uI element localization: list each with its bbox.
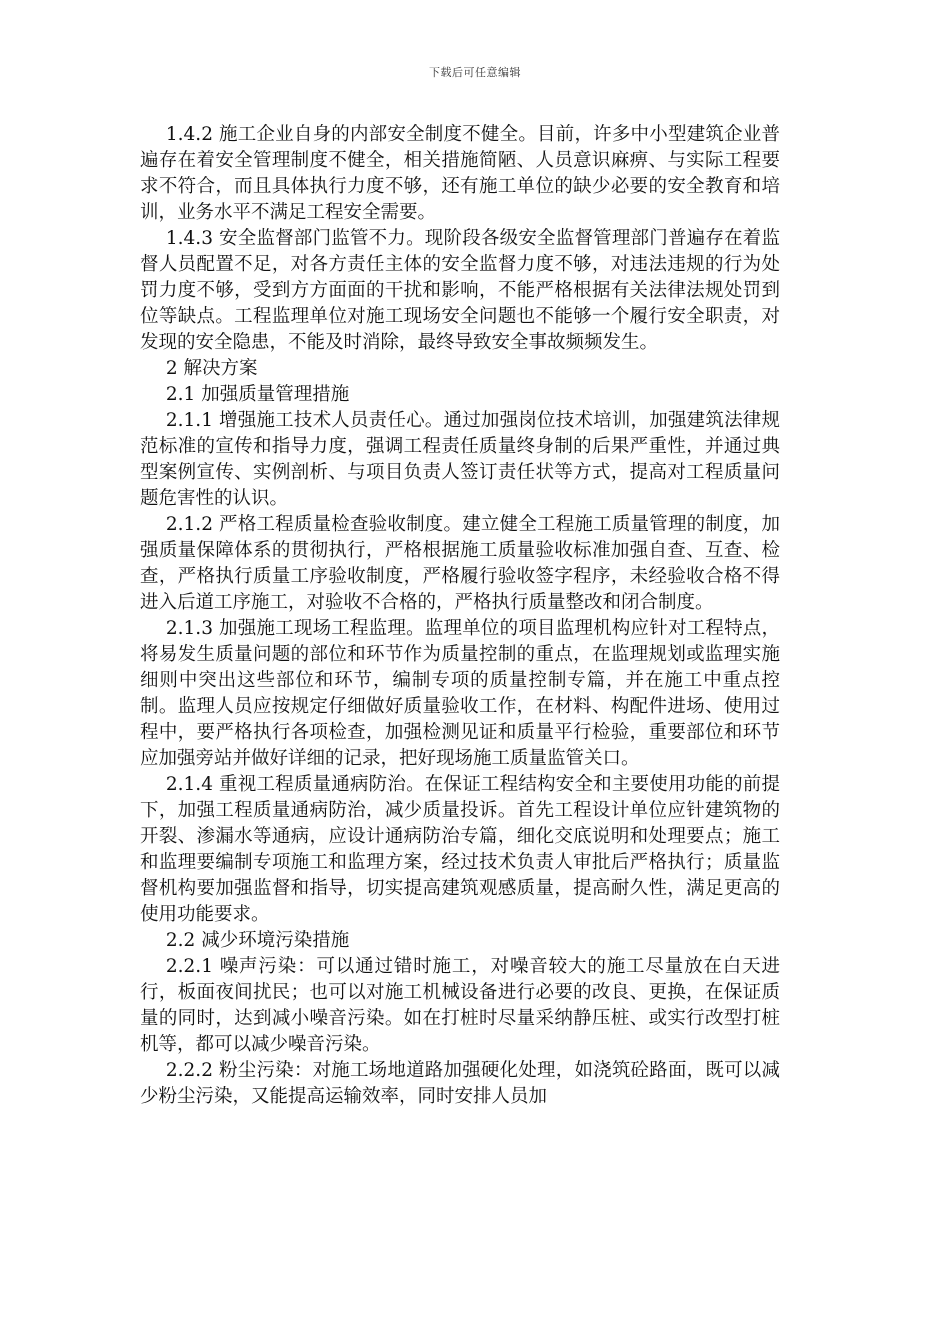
header-note: 下载后可任意编辑 xyxy=(429,66,521,79)
paragraph-2-2-2: 2.2.2 粉尘污染：对施工场地道路加强硬化处理，如浇筑砼路面，既可以减少粉尘污染，又能提高运输效率，同时安排人员加 xyxy=(140,1060,780,1107)
paragraph-1-4-2: 1.4.2 施工企业自身的内部安全制度不健全。目前，许多中小型建筑企业普遍存在着安全管理制度不健全，相关措施简陋、人员意识麻痹、与实际工程要求不符合，而且具体执行力度不够，还有施工单位的缺少必要的安全教育和培训，业务水平不满足工程安全需要。 xyxy=(140,124,780,223)
heading-2-solutions: 2 解决方案 xyxy=(165,358,258,379)
paragraph-2-1-1: 2.1.1 增强施工技术人员责任心。通过加强岗位技术培训，加强建筑法律规范标准的宣传和指导力度，强调工程责任质量终身制的后果严重性，并通过典型案例宣传、实例剖析、与项目负责人签订责任状等方式，提高对工程质量问题危害性的认识。 xyxy=(140,410,780,509)
document-body xyxy=(140,122,780,1110)
heading-2-2-pollution-measures: 2.2 减少环境污染措施 xyxy=(165,930,350,951)
paragraph-1-4-3: 1.4.3 安全监督部门监管不力。现阶段各级安全监督管理部门普遍存在着监督人员配置不足，对各方责任主体的安全监督力度不够，对违法违规的行为处罚力度不够，受到方方面面的干扰和影响，不能严格根据有关法律法规处罚到位等缺点。工程监理单位对施工现场安全问题也不能够一个履行安全职责，对发现的安全隐患，不能及时消除，最终导致安全事故频频发生。 xyxy=(140,228,780,353)
paragraph-2-2-1: 2.2.1 噪声污染：可以通过错时施工，对噪音较大的施工尽量放在白天进行，板面夜间扰民；也可以对施工机械设备进行必要的改良、更换，在保证质量的同时，达到减小噪音污染。如在打桩时尽量采纳静压桩、或实行改型打桩机等，都可以减少噪音污染。 xyxy=(140,956,780,1055)
heading-2-1-quality-measures: 2.1 加强质量管理措施 xyxy=(165,384,350,405)
paragraph-2-1-2: 2.1.2 严格工程质量检查验收制度。建立健全工程施工质量管理的制度，加强质量保障体系的贯彻执行，严格根据施工质量验收标准加强自查、互查、检查，严格执行质量工序验收制度，严格履行验收签字程序，未经验收合格不得进入后道工序施工，对验收不合格的，严格执行质量整改和闭合制度。 xyxy=(140,514,780,613)
paragraph-2-1-3: 2.1.3 加强施工现场工程监理。监理单位的项目监理机构应针对工程特点，将易发生质量问题的部位和环节作为质量控制的重点，在监理规划或监理实施细则中突出这些部位和环节，编制专项的质量控制专篇，并在施工中重点控制。监理人员应按规定仔细做好质量验收工作，在材料、构配件进场、使用过程中，要严格执行各项检查，加强检测见证和质量平行检验，重要部位和环节应加强旁站并做好详细的记录，把好现场施工质量监管关口。 xyxy=(140,618,780,769)
paragraph-2-1-4: 2.1.4 重视工程质量通病防治。在保证工程结构安全和主要使用功能的前提下，加强工程质量通病防治，减少质量投诉。首先工程设计单位应针建筑物的开裂、渗漏水等通病，应设计通病防治专篇，细化交底说明和处理要点；施工和监理要编制专项施工和监理方案，经过技术负责人审批后严格执行；质量监督机构要加强监督和指导，切实提高建筑观感质量，提高耐久性，满足更高的使用功能要求。 xyxy=(140,774,780,925)
